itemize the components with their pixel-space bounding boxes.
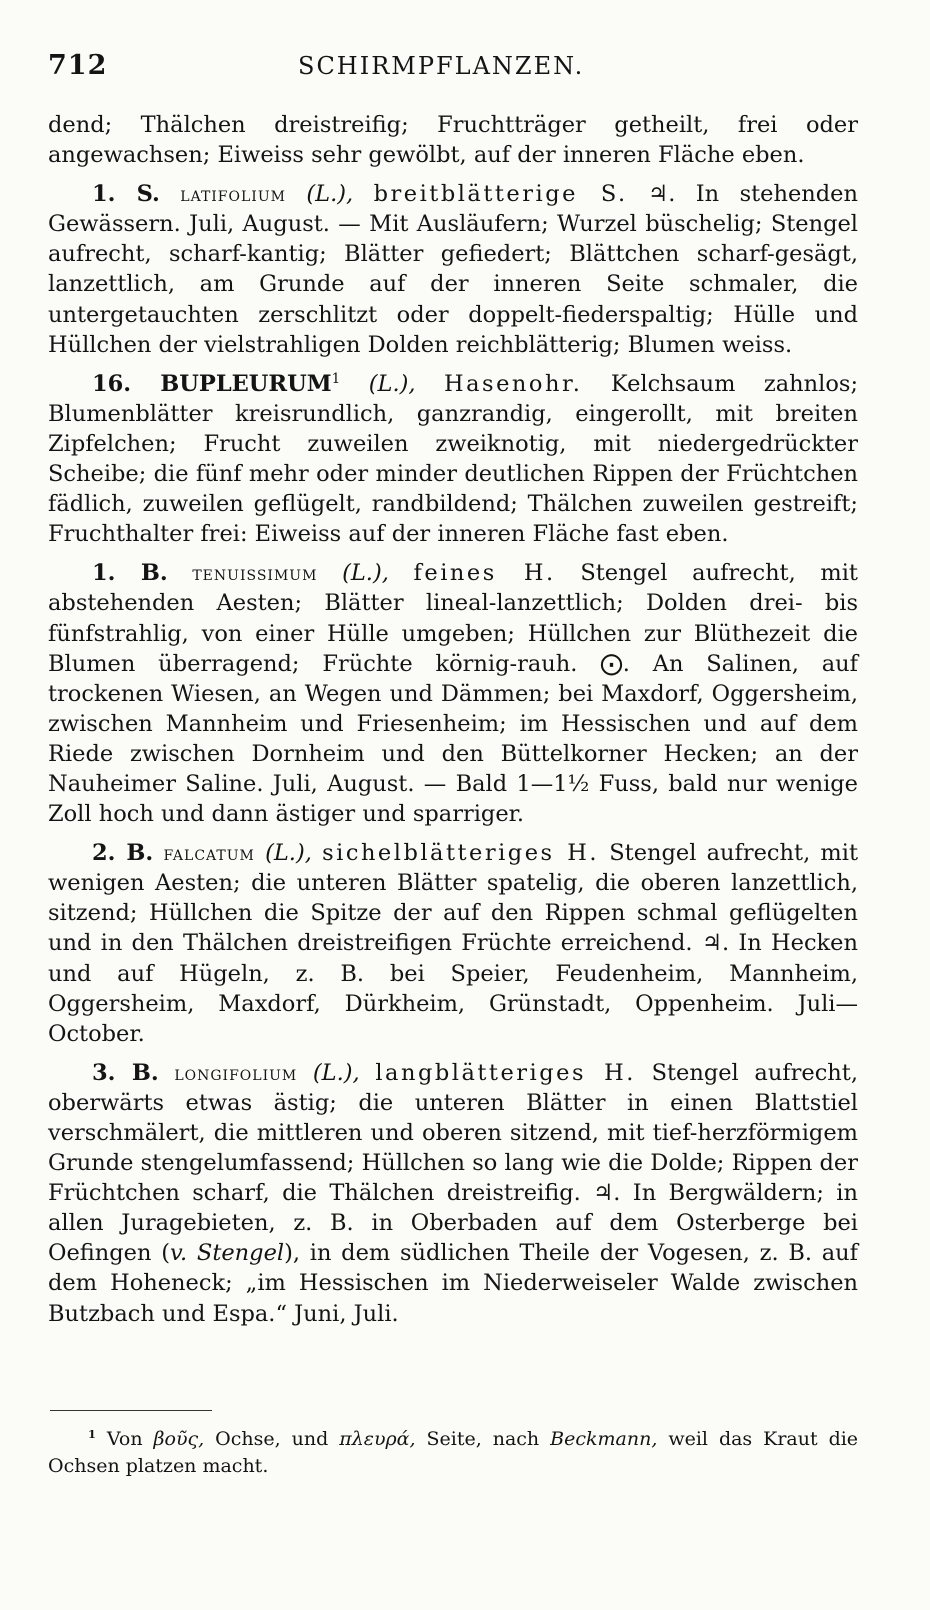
footnote-greek: πλευρά, <box>339 1428 416 1450</box>
page-header <box>48 50 860 84</box>
entry-text: Stengel aufrecht, mit wenigen Aesten; die unteren Blätter spatelig, die oberen lanzettlich, sitzend; Hüllchen die Spitze der auf den Rippen schmal geflügelten und in den Thälchen dreistreifigen Früchte erreichend. ♃. In Hecken und auf Hügeln, z. B. bei Speier, Feudenheim, Mannheim, Oggersheim, Maxdorf, Dürkheim, Grünstadt, Oppenheim. Juli—October. <box>48 840 858 1047</box>
footnote-greek: βοῦς, <box>153 1428 205 1450</box>
species-entry-bupleurum-longifolium <box>48 1058 858 1329</box>
running-title: SCHIRMPFLANZEN. <box>298 52 585 80</box>
author-abbrev: (L.), <box>265 840 312 867</box>
common-name: sichelblätteriges H. <box>322 840 600 867</box>
common-name: Hasenohr. <box>444 370 583 397</box>
entry-number: 1. B. <box>92 560 168 587</box>
common-name: breitblätterige S. <box>373 181 628 208</box>
species-name: latifolium <box>180 182 286 207</box>
author-abbrev: (L.), <box>368 370 416 397</box>
paragraph-text: dend; Thälchen dreistreifig; Fruchtträger getheilt, frei oder angewachsen; Eiweiss sehr gewölbt, auf der inneren Fläche eben. <box>48 112 858 169</box>
collector-name: v. Stengel <box>169 1240 285 1267</box>
paragraph-continuation <box>48 110 858 170</box>
footnote-text: Von <box>106 1428 143 1450</box>
entry-number: 3. B. <box>92 1059 159 1086</box>
footnote <box>48 1426 858 1480</box>
entry-text: Stengel aufrecht, oberwärts etwas ästig; die unteren Blätter in einen Blattstiel verschmälert, die mittleren und oberen sitzend, mit tief-herzförmigem Grunde stengelumfassend; Hüllchen so lang wie die Dolde; Rippen der Früchtchen scharf, die Thälchen dreistreifig. ♃. In Bergwäldern; in allen Juragebieten, z. B. in Oberbaden auf dem Osterberge bei Oefingen ( <box>48 1059 858 1267</box>
footnote-text: weil das Kraut die Ochsen platzen macht. <box>48 1428 859 1477</box>
footnote-text: Seite, nach <box>426 1428 540 1450</box>
species-name: falcatum <box>163 841 255 866</box>
species-entry-bupleurum-falcatum <box>48 838 858 1049</box>
footnote-author: Beckmann, <box>550 1428 658 1450</box>
footnote-number: 1 <box>88 1427 96 1442</box>
entry-text: ♃. In stehenden Gewässern. Juli, August. — Mit Ausläufern; Wurzel büschelig; Stengel aufrecht, scharf-kantig; Blätter gefiedert; Blättchen scharf-gesägt, lanzettlich, am Grunde auf der inneren Seite schmaler, die untergetauchten zerschlitzt oder doppelt-fiederspaltig; Hülle und Hüllchen der vielstrahligen Dolden reichblätterig; Blumen weiss. <box>48 181 858 358</box>
author-abbrev: (L.), <box>342 560 389 587</box>
genus-name: 16. BUPLEURUM <box>92 370 332 397</box>
footnote-text: Ochse, und <box>215 1428 329 1450</box>
entry-number: 1. S. <box>92 181 160 208</box>
footnote-marker: 1 <box>331 370 341 387</box>
author-abbrev: (L.), <box>306 181 354 208</box>
common-name: feines H. <box>413 560 556 587</box>
species-name: longifolium <box>174 1060 298 1085</box>
genus-entry-bupleurum <box>48 369 858 550</box>
entry-number: 2. B. <box>92 840 154 867</box>
page-number: 712 <box>48 50 108 81</box>
footnote-divider <box>50 1410 212 1411</box>
species-entry-sium-latifolium <box>48 179 858 360</box>
common-name: langblätteriges H. <box>375 1059 636 1086</box>
entry-text: Kelchsaum zahnlos; Blumenblätter kreisrundlich, ganzrandig, eingerollt, mit breiten Zipfelchen; Frucht zuweilen zweiknotig, mit niedergedrückter Scheibe; die fünf mehr oder minder deutlichen Rippen der Früchtchen fädlich, zuweilen geflügelt, randbildend; Thälchen zuweilen gestreift; Fruchthalter frei: Eiweiss auf der inneren Fläche fast eben. <box>48 370 859 548</box>
species-entry-bupleurum-tenuissimum <box>48 558 858 829</box>
species-name: tenuissimum <box>192 561 318 586</box>
entry-text-cont: ), in dem südlichen Theile der Vogesen, z. B. auf dem Hoheneck; „im Hessischen im Niederweiseler Walde zwischen Butzbach und Espa.“ Juni, Juli. <box>48 1240 858 1327</box>
author-abbrev: (L.), <box>312 1059 360 1086</box>
entry-text: Stengel aufrecht, mit abstehenden Aesten; Blätter lineal-lanzettlich; Dolden drei- bis fünfstrahlig, von einer Hülle umgeben; Hüllchen zur Blüthezeit die Blumen überragend; Früchte körnig-rauh. ⨀. An Salinen, auf trockenen Wiesen, an Wegen und Dämmen; bei Maxdorf, Oggersheim, zwischen Mannheim und Friesenheim; im Hessischen und auf dem Riede zwischen Dornheim und den Büttelkorner Hecken; an der Nauheimer Saline. Juli, August. — Bald 1—1½ Fuss, bald nur wenige Zoll hoch und dann ästiger und sparriger. <box>48 560 858 828</box>
page-body <box>48 110 858 1329</box>
